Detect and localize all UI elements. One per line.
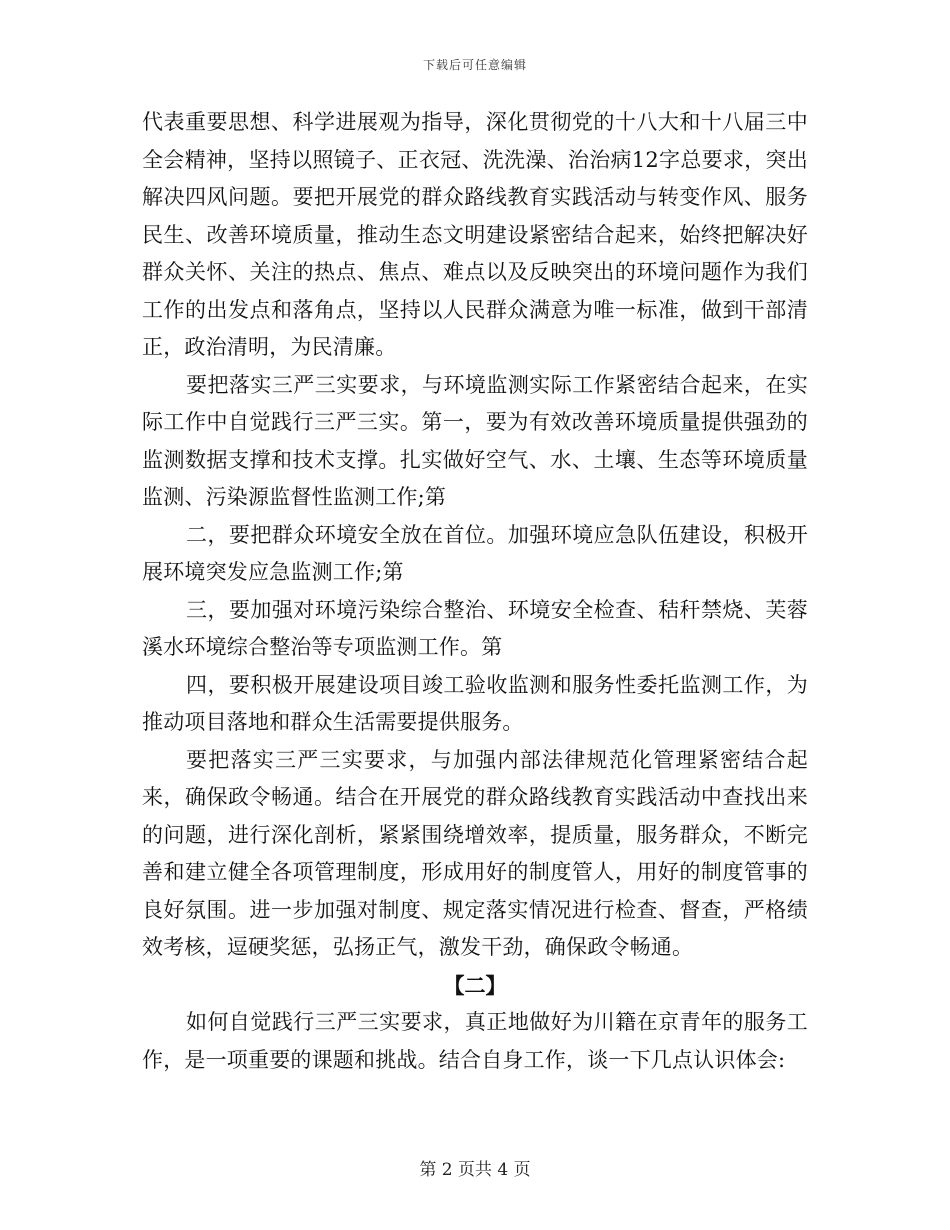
paragraph-fourth-point: 四，要积极开展建设项目竣工验收监测和服务性委托监测工作，为推动项目落地和群众生活需要提供服务。: [142, 672, 808, 734]
document-body: [142, 104, 808, 1079]
paragraph-monitoring-work: 要把落实三严三实要求，与环境监测实际工作紧密结合起来，在实际工作中自觉践行三严三实。第一，要为有效改善环境质量提供强劲的监测数据支撑和技术支撑。扎实做好空气、水、土壤、生态等环境质量监测、污染源监督性监测工作;第: [142, 372, 808, 509]
paragraph-section-intro: 如何自觉践行三严三实要求，真正地做好为川籍在京青年的服务工作，是一项重要的课题和挑战。结合自身工作，谈一下几点认识体会:: [142, 1010, 808, 1072]
paragraph-second-point: 二，要把群众环境安全放在首位。加强环境应急队伍建设，积极开展环境突发应急监测工作;第: [142, 522, 808, 584]
paragraph-continuation: 代表重要思想、科学进展观为指导，深化贯彻党的十八大和十八届三中全会精神，坚持以照镜子、正衣冠、洗洗澡、治治病12字总要求，突出解决四风问题。要把开展党的群众路线教育实践活动与转变作风、服务民生、改善环境质量，推动生态文明建设紧密结合起来，始终把解决好群众关怀、关注的热点、焦点、难点以及反映突出的环境问题作为我们工作的出发点和落角点，坚持以人民群众满意为唯一标准，做到干部清正，政治清明，为民清廉。: [142, 110, 808, 359]
page-number-footer: 第 2 页共 4 页: [419, 1160, 531, 1180]
paragraph-third-point: 三，要加强对环境污染综合整治、环境安全检查、秸秆禁烧、芙蓉溪水环境综合整治等专项监测工作。第: [142, 597, 808, 659]
paragraph-internal-management: 要把落实三严三实要求，与加强内部法律规范化管理紧密结合起来，确保政令畅通。结合在开展党的群众路线教育实践活动中查找出来的问题，进行深化剖析，紧紧围绕增效率，提质量，服务群众，不断完善和建立健全各项管理制度，形成用好的制度管人，用好的制度管事的良好氛围。进一步加强对制度、规定落实情况进行检查、督查，严格绩效考核，逗硬奖惩，弘扬正气，激发干劲，确保政令畅通。: [142, 747, 808, 959]
section-heading: 【二】: [443, 972, 507, 998]
page-header-note: 下载后可任意编辑: [422, 58, 527, 72]
